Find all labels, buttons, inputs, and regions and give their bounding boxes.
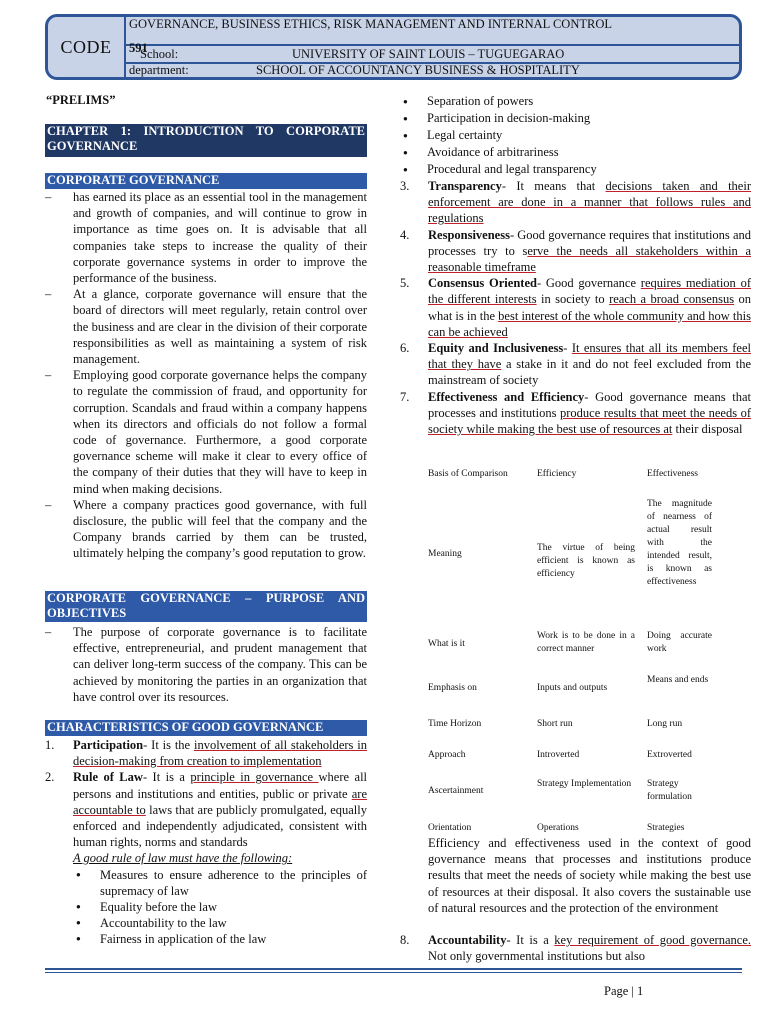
table-cell: Operations bbox=[537, 823, 579, 833]
characteristics-list-left bbox=[45, 737, 367, 948]
characteristics-right bbox=[400, 178, 751, 437]
table-header-cell: Effectiveness bbox=[647, 469, 698, 479]
department-value: SCHOOL OF ACCOUNTANCY BUSINESS & HOSPITALITY bbox=[256, 63, 580, 77]
purpose-list bbox=[45, 624, 367, 705]
section-purpose: CORPORATE GOVERNANCE – PURPOSE AND OBJECTIVES bbox=[47, 591, 365, 620]
table-cell: Long run bbox=[647, 719, 683, 729]
list-item: ● Avoidance of arbitrariness bbox=[400, 144, 730, 161]
list-item: 3. Transparency- It means that decisions taken and their enforcement are done in a manner that follows rules and regulations bbox=[400, 179, 751, 226]
table-cell: Strategies bbox=[647, 823, 685, 833]
list-item: 5. Consensus Oriented- Good governance requires mediation of the different interests in society to reach a broad consensus on what is in the best interest of the whole community and how this can be achieved bbox=[400, 276, 751, 339]
table-cell: Introverted bbox=[537, 750, 580, 760]
table-cell: Time Horizon bbox=[428, 719, 482, 729]
department-row bbox=[124, 62, 739, 77]
table-cell: Emphasis on bbox=[428, 683, 477, 693]
section-characteristics: CHARACTERISTICS OF GOOD GOVERNANCE bbox=[45, 720, 367, 736]
list-item: 1. Participation- It is the involvement of all stakeholders in decision-making from creation to implementation bbox=[45, 738, 367, 769]
course-title bbox=[124, 17, 739, 46]
list-item: 7. Effectiveness and Efficiency- Good governance means that processes and institutions produce results that meet the needs of society while making the best use of resources at their disposal bbox=[400, 389, 751, 437]
document-header bbox=[45, 14, 742, 80]
footer-divider bbox=[45, 968, 742, 970]
list-item: – Where a company practices good governance, with full disclosure, the public will feel that the company and the Company brands carried by them can be trusted, ultimately helping the company’s good reputation to grow. bbox=[45, 497, 367, 562]
list-item: ● Legal certainty bbox=[400, 127, 730, 144]
table-cell: Short run bbox=[537, 719, 573, 729]
table-cell: The magnitude of nearness of actual result with the intended result, is known as effectiveness bbox=[647, 499, 712, 587]
table-cell: The virtue of being efficient is known as efficiency bbox=[537, 543, 635, 579]
after-table-paragraph: Efficiency and effectiveness used in the context of good governance means that processes and institutions produce results that meet the needs of society while making the best use of resources at their disposal. It also covers the sustainable use of natural resources and the protection of the environment bbox=[428, 836, 751, 915]
school-label: School: bbox=[140, 47, 179, 61]
course-title-text: GOVERNANCE, BUSINESS ETHICS, RISK MANAGEMENT AND INTERNAL CONTROL bbox=[129, 17, 612, 31]
rule-of-law-list bbox=[73, 867, 367, 948]
table-cell: Strategy formulation bbox=[647, 779, 692, 802]
school-value: UNIVERSITY OF SAINT LOUIS – TUGUEGARAO bbox=[292, 47, 565, 61]
footer-divider-thin bbox=[45, 972, 742, 973]
list-item: 8. Accountability- It is a key requirement of good governance. Not only governmental institutions but also bbox=[400, 933, 751, 964]
table-header-cell: Basis of Comparison bbox=[428, 469, 508, 479]
list-item: ● Participation in decision-making bbox=[400, 110, 730, 127]
table-cell: Meaning bbox=[428, 549, 462, 559]
list-item: ● Procedural and legal transparency bbox=[400, 161, 730, 178]
table-cell: What is it bbox=[428, 639, 465, 649]
list-item: 2. Rule of Law- It is a principle in governance where all persons and institutions and entities, public or private are accountable to laws that are publicly promulgated, equally enforced and independently adjudicated, consistent with human rights, norms and standards A good rule of law must have the following: ● Measures to ensure adherence to the principles of supremacy of law ● Equality before the law ● Accountability to the law ● Fairness in application of the law bbox=[45, 769, 367, 947]
table-cell: Doing accurate work bbox=[647, 631, 712, 654]
rule-of-law-intro: A good rule of law must have the following: bbox=[73, 851, 293, 866]
table-cell: Inputs and outputs bbox=[537, 683, 608, 693]
list-item: 4. Responsiveness- Good governance requires that institutions and processes try to serve the needs all stakeholders within a reasonable timeframe bbox=[400, 227, 751, 275]
table-cell: Work is to be done in a correct manner bbox=[537, 631, 635, 654]
list-item: – The purpose of corporate governance is to facilitate effective, entrepreneurial, and prudent management that can deliver long-term success of the company. This can be achieved by monitoring the parties in an organization that have control over its resources. bbox=[45, 624, 367, 705]
characteristics-accountability bbox=[400, 932, 751, 964]
rule-of-law-list-continued bbox=[400, 93, 730, 178]
list-item: 6. Equity and Inclusiveness- It ensures that all its members feel that they have a stake in it and do not feel excluded from the mainstream of society bbox=[400, 341, 751, 388]
list-item: ● Separation of powers bbox=[400, 93, 730, 110]
table-cell: Strategy Implementation bbox=[537, 779, 632, 789]
table-cell: Extroverted bbox=[647, 750, 692, 760]
list-item: – Employing good corporate governance helps the company to regulate the commission of fraud, and opportunity for corruption. Scandals and fraud within a company happens when its directors and officials do not follow a formal code of governance. Furthermore, a good corporate governance scheme will make it clear to every office of the company of their duties that they will have to keep in mind when making decisions. bbox=[45, 367, 367, 497]
page-number: Page | 1 bbox=[604, 984, 644, 998]
list-item: – has earned its place as an essential tool in the management and growth of companies, and will continue to grow in importance as time goes on. It is advisable that all companies take steps to increase the quality of their corporate governance systems in order to improve the performance of the business. bbox=[45, 189, 367, 286]
table-cell: Orientation bbox=[428, 823, 472, 833]
list-item: ● Fairness in application of the law bbox=[73, 931, 367, 947]
table-cell: Means and ends bbox=[647, 675, 709, 685]
list-item: ● Measures to ensure adherence to the principles of supremacy of law bbox=[73, 867, 367, 899]
section-corporate-governance: CORPORATE GOVERNANCE bbox=[45, 173, 367, 189]
table-header-cell: Efficiency bbox=[537, 469, 577, 479]
characteristics-left bbox=[45, 737, 367, 948]
prelims-heading: “PRELIMS” bbox=[46, 93, 116, 107]
table-cell: Ascertainment bbox=[428, 786, 484, 796]
table-cell: Approach bbox=[428, 750, 466, 760]
corporate-governance-list bbox=[45, 189, 367, 562]
list-item: ● Equality before the law bbox=[73, 899, 367, 915]
chapter-title: CHAPTER 1: INTRODUCTION TO CORPORATE GOVERNANCE bbox=[45, 124, 367, 157]
list-item: ● Accountability to the law bbox=[73, 915, 367, 931]
list-item: – At a glance, corporate governance will ensure that the board of directors will meet regularly, retain control over the business and are clear in the division of their corporate responsibilities as well as maintaining a system of risk management. bbox=[45, 286, 367, 367]
department-label: department: bbox=[129, 63, 189, 77]
code-number: 591 bbox=[129, 41, 148, 55]
code-label: CODE bbox=[48, 17, 126, 77]
